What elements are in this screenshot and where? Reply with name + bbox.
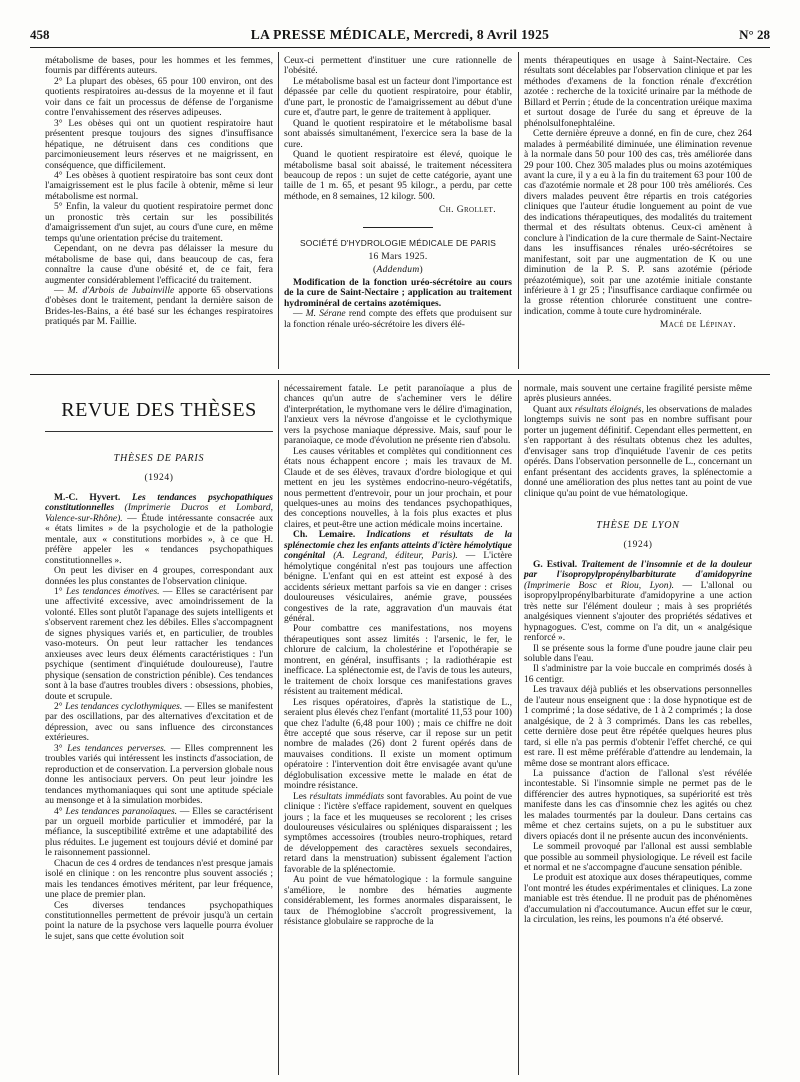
text-run: Les travaux déjà publiés et les observations personnelles de l'auteur nous enseignent que : la dose hypnotique est de 1 comprimé ; la dose sédative, de 1 à 2 comprimés ; la dose analgésique, de 2 à 3 comprimés. Dans les cas rebelles, cette dernière dose peut être répétée quelques heures plus tard, si elle n'a pas permis d'obtenir l'effet cherché, ce qui est rare. Il est même préférable d'attendre au lendemain, la même dose se montrant alors efficace. <box>524 685 752 769</box>
paragraph <box>524 685 752 769</box>
text-run: Ceux-ci permettent d'instituer une cure rationnelle de l'obésité. <box>284 56 512 77</box>
text-run: 4° <box>54 806 66 817</box>
paragraph <box>284 77 512 119</box>
text-run: Il s'administre par la voie buccale en comprimés dosés à 16 centigr. <box>524 664 752 685</box>
text-run: Le sommeil provoqué par l'allonal est aussi semblable que possible au sommeil physiologique. Le réveil est facile et normal et ne s'accompagne d'aucune sensation pénible. <box>524 842 752 874</box>
centered-line <box>284 265 512 275</box>
column-rule <box>518 380 519 1075</box>
text-run: ) <box>419 265 423 276</box>
paragraph <box>45 744 273 807</box>
text-run: nécessairement fatale. Le petit paranoïaque a plus de chances qu'un autre de s'acheminer vers le délire d'interprétation, le mythomane vers le délire d'imagination, l'anxieux vers la névrose d'angoisse et le cyclothymique vers la psychose maniaque dépressive. Mais, sauf pour le paranoïaque, ce mode d'évolution ne présente rien d'absolu. <box>284 384 512 447</box>
italic-text: M. Sérane <box>305 309 346 320</box>
text-run: 2° La plupart des obèses, 65 pour 100 environ, ont des quotients respiratoires au-dessus de la moyenne et il faut voir dans ce fait un processus de défense de l'organisme contre l'envahissement des réserves adipeuses. <box>45 76 273 119</box>
italic-text: Les tendances cyclothymiques. <box>65 701 183 712</box>
paragraph-continued <box>284 384 512 447</box>
paragraph <box>524 129 752 317</box>
text-run: 3° <box>54 743 68 754</box>
text-run: Quand le quotient respiratoire est élevé, quoique le métabolisme basal soit abaissé, le traitement nécessitera beaucoup de repos : un sujet de cette catégorie, ayant une taille de 1 m. 65, et pesant 95 kilogr., a perdu, par cette méthode, en 8 semaines, 12 kilogr. 500. <box>284 150 512 202</box>
column-rule <box>518 52 519 369</box>
text-run: SOCIÉTÉ D'HYDROLOGIE MÉDICALE DE PARIS <box>299 237 497 248</box>
paragraph <box>284 150 512 202</box>
text-run: — Elles comprennent les troubles variés qui intéressent les instincts d'association, de reproduction et de conservation. La perversion globale nous donne les antisociaux pervers. On peut leur joindre les tendances mythomaniaques qui sont une aptitude spéciale au mensonge et à la simulation morbides. <box>45 743 273 807</box>
text-run: 1° <box>54 586 66 597</box>
text-run: La puissance d'action de l'allonal s'est révélée incontestable. Si l'insomnie simple ne permet pas de le différencier des autres hypnotiques, sa supériorité est très manifeste dans les cas d'insomnie chez les agités ou chez les malades tourmentés par la douleur. Dans certains cas même et chez certains sujets, on a pu le substituer aux divers opiacés dont il ne présente aucun des inconvénients. <box>524 768 752 842</box>
paragraph <box>45 171 273 202</box>
top-column-3 <box>524 56 752 331</box>
paragraph <box>284 278 512 309</box>
text-run: — Étude intéressante consacrée aux « états limites » de la psychologie et de la pathologie mentale, aux « constitutions morbides », à ce que H. préfère appeler les « tendances psychopathiques constitutionnelles ». <box>45 513 273 566</box>
bold-text: Ch. Lemaire. <box>293 530 367 541</box>
text-run: ( <box>373 265 377 276</box>
italic-text: résultats immédiats <box>309 791 385 802</box>
text-run: Cependant, on ne devra pas délaisser la mesure du métabolisme de base qui, dans beaucoup de cas, fera connaître la cause d'une obésité et, de ce fait, fera augmenter considérablement l'efficacité du traitement. <box>45 244 273 286</box>
text-run: — Elles se manifestent par des oscillations, par des alternatives d'excitation et de dépression, avec ou sans influence des circonstances extérieures. <box>45 701 273 744</box>
text-run: (1924) <box>144 473 174 484</box>
paragraph <box>284 792 512 876</box>
column-rule <box>278 380 279 1075</box>
paragraph <box>45 587 273 702</box>
paragraph <box>45 244 273 286</box>
text-run: 16 Mars 1925. <box>368 251 428 262</box>
paragraph <box>284 309 512 330</box>
italic-text: Les tendances émotives. <box>65 586 160 597</box>
issue-number: N° 28 <box>739 27 770 42</box>
text-run: Quant aux <box>533 404 575 415</box>
text-run: normale, mais souvent une certaine fragilité persiste même après plusieurs années. <box>524 384 752 405</box>
text-run: Le produit est atoxique aux doses thérapeutiques, comme l'ont montré les études expérimentales et cliniques. La zone maniable est très étendue. Il ne produit pas de phénomènes d'accumulation ni d'accoutumance. Aucun effet sur le cœur, la circulation, les reins, les poumons n'a été observé. <box>524 873 752 926</box>
section-rule <box>30 374 770 375</box>
text-run: — Elles se caractérisent par une affectivité excessive, avec amoindrissement de la volonté. Elles sont plutôt l'apanage des sujets intelligents et s'observent rarement chez les débiles. Elles s'accompagnent de signes physiques variés et, en particulier, de troubles vaso-moteurs. On peut leur rattacher les tendances anxieuses avec leurs deux éléments caractéristiques : l'un psychique (sentiment d'inquiétude douloureuse), l'autre physique (sensation de constriction pénible). Ces tendances sont à la base d'autres troubles divers : obsessions, phobies, doute et scrupule. <box>45 586 274 702</box>
paragraph <box>45 119 273 171</box>
paragraph <box>524 769 752 842</box>
text-run: Pour combattre ces manifestations, nos moyens thérapeutiques sont assez limités : l'arsenic, le fer, le chlorure de calcium, la cholestérine et l'opothérapie se montrent, en général, insuffisants ; la radiothérapie est inefficace. La splénectomie est, de l'avis de tous les auteurs, le traitement de choix lorsque ces manifestations graves résistent au traitement médical. <box>284 624 512 698</box>
paragraph <box>284 875 512 927</box>
text-run: — L'ictère hémolytique congénital n'est pas toujours une affection bénigne. L'enfant qui en est atteint est exposé à des accidents sérieux mettant parfois sa vie en danger : crises douloureuses vésiculaires, anémie grave, poussées congestives de la rate, aggravation d'un mauvais état général. <box>284 551 512 624</box>
header-rule <box>30 47 770 48</box>
paragraph <box>45 202 273 244</box>
paragraph <box>524 873 752 925</box>
paragraph <box>524 405 752 499</box>
bottom-column-1 <box>45 384 273 942</box>
paragraph <box>45 566 273 587</box>
top-column-1 <box>45 56 273 328</box>
text-run: sont favorables. Au point de vue clinique : l'ictère s'efface rapidement, souvent en quelques jours ; la face et les muqueuses se recolorent ; les crises douloureuses vésiculaires ou spléniques disparaissent ; les symptômes accessoires (troubles neuro-trophiques, retard de développement des caractères sexuels secondaires, retard dans la menstruation) subissent également l'action favorable de la splénectomie. <box>284 791 513 875</box>
section-title <box>45 398 273 432</box>
text-run: Au point de vue hématologique : la formule sanguine s'améliore, le nombre des hématies augmente considérablement, les formes anormales disparaissent, le taux de l'hémoglobine s'accroît progressivement, la résistance globulaire se rapproche de la <box>284 875 512 928</box>
text-run: THÈSES DE PARIS <box>113 453 205 464</box>
italic-text: Les tendances perverses. <box>67 743 167 754</box>
text-run: Il se présente sous la forme d'une poudre jaune clair peu soluble dans l'eau. <box>524 643 752 664</box>
paragraph <box>284 624 512 697</box>
year-label <box>524 540 752 550</box>
year-label <box>45 473 273 483</box>
text-run: Les causes véritables et complètes qui conditionnent ces états nous échappent encore ; mais les travaux de M. Claude et de ses élèves, travaux d'ordre biologique et qui mettent en jeu les systèmes endocrino-neuro-végétatifs, nous permettent d'entrevoir, pour un jour prochain, et pour quelques-unes au moins des tendances psychopathiques, des conceptions nouvelles, à la fois plus exactes et plus claires, et peut-être une action médicale moins incertaine. <box>284 446 512 530</box>
paragraph <box>284 698 512 792</box>
column-rule <box>278 52 279 369</box>
text-run: (1924) <box>623 540 653 551</box>
bold-text: Modification de la fonction uréo-sécrétoire au cours de la cure de Saint-Nectaire ; application au traitement hydrominéral de certains azotémiques. <box>284 277 512 309</box>
paragraph-continued <box>45 56 273 77</box>
bottom-column-2 <box>284 384 512 928</box>
text-run: On peut les diviser en 4 groupes, correspondant aux données les plus constantes de l'observation clinique. <box>45 566 273 587</box>
text-run: Ch. Grollet. <box>438 205 496 216</box>
issue-date: Mercredi, 8 Avril 1925 <box>413 27 550 42</box>
paragraph <box>45 286 273 328</box>
text-run: Ces diverses tendances psychopathiques constitutionnelles permettent de prévoir jusqu'à un certain point la nature de la psychose vers laquelle pourra évoluer le sujet, sans que cette évolution soit <box>45 900 273 942</box>
bottom-column-3 <box>524 384 752 926</box>
signature <box>284 205 512 215</box>
text-run: apporte 65 observations d'obèses dont le traitement, pendant la dernière saison de Brides-les-Bains, a été basé sur les échanges respiratoires pratiqués par M. Faillie. <box>45 285 274 328</box>
paragraph <box>45 77 273 119</box>
text-run: Quand le quotient respiratoire et le métabolisme basal sont abaissés simultanément, l'exercice sera la base de la cure. <box>284 118 512 150</box>
italic-text: Les tendances paranoïaques. <box>65 806 178 817</box>
paragraph <box>524 644 752 665</box>
text-run: ments thérapeutiques en usage à Saint-Nectaire. Ces résultats sont décelables par l'observation clinique et par les méthodes d'examens de la fonction rénale d'excrétion azotée : recherche de la toxicité urinaire par la méthode de Billard et Perrin ; étude de la concentration uréique maxima et surtout dosage de l'urée du sang et épreuve de la phénolsulfonephtaléine. <box>524 56 752 129</box>
paragraph <box>284 119 512 150</box>
text-run: Macé de Lépinay. <box>659 320 736 331</box>
paragraph-continued <box>284 56 512 77</box>
text-run: 4° Les obèses à quotient respiratoire bas sont ceux dont l'amaigrissement est le plus facile à obtenir, même si leur métabolisme est normal. <box>45 170 273 202</box>
society-heading <box>284 237 512 249</box>
bold-text: G. Estival. <box>533 559 582 570</box>
thesis-section-heading <box>45 454 273 464</box>
italic-text: (A. Legrand, éditeur, Paris). <box>325 551 458 562</box>
paragraph-continued <box>524 384 752 405</box>
paragraph <box>284 447 512 531</box>
article-title: Les tendances psychopathiques constitutionnelles <box>45 492 273 514</box>
text-run: 3° Les obèses qui ont un quotient respiratoire haut présentent presque toujours des signes d'insuffisance hépatique, ne détruisent dans ces conditions que parcimonieusement leurs réserves et ne maigrissent, en conséquence, que difficilement. <box>45 118 273 171</box>
italic-text: (Imprimerie Bosc et Riou, Lyon). <box>524 580 674 591</box>
text-run: REVUE DES THÈSES <box>61 399 257 421</box>
paragraph <box>45 807 273 859</box>
top-column-2 <box>284 56 512 330</box>
journal-name: LA PRESSE MÉDICALE, <box>250 27 410 42</box>
text-run: — L'allonal ou isopropylpropénylbarbiturate d'amidopyrine a une action très nette sur l'élément douleur ; mais à ses propriétés analgésiques viennent s'ajouter des propriétés sédatives et hypnagogues. C'est, comme on l'a dit, un « analgésique renforcé ». <box>524 580 752 644</box>
text-run: — Elles se caractérisent par un orgueil morbide particulier et immodéré, par la méfiance, la susceptibilité extrême et une adaptabilité des plus réduites. Le jugement est toujours dévié et dominé par le raisonnement passionnel. <box>45 806 273 859</box>
paragraph <box>45 859 273 901</box>
bold-text: M.-C. Hyvert. <box>54 492 132 503</box>
text-run: THÈSE DE LYON <box>596 519 680 531</box>
text-run: métabolisme de bases, pour les hommes et les femmes, fournis par différents auteurs. <box>45 56 273 77</box>
divider <box>363 227 433 228</box>
paragraph <box>524 842 752 873</box>
text-run: rend compte des effets que produisent sur la fonction rénale uréo-sécrétoire les divers élé- <box>284 309 512 330</box>
text-run: Chacun de ces 4 ordres de tendances n'est presque jamais isolé en clinique : on les rencontre plus souvent associés ; mais les tendances émotives méritent, par leur fréquence, une place de premier plan. <box>45 858 273 901</box>
text-run: 5° Enfin, la valeur du quotient respiratoire permet donc un pronostic très certain sur les possibilités d'amaigrissement d'un sujet, au cours d'une cure, en même temps qu'une orientation précise du traitement. <box>45 202 273 244</box>
article-title: Traitement de l'insomnie et de la douleur par l'isopropylpropénylbarbiturate d'amidopyrine <box>524 559 752 581</box>
text-run: Les <box>293 791 310 802</box>
article-title: Indications et résultats de la splénectomie chez les enfants atteints d'ictère hémolytique congénital <box>284 530 512 562</box>
paragraph <box>45 493 273 566</box>
paragraph <box>524 560 752 644</box>
text-run: — <box>54 285 68 296</box>
text-run: Le métabolisme basal est un facteur dont l'importance est dépassée par celle du quotient respiratoire, pour établir, d'une part, le pronostic de l'amaigrissement au début d'une cure et, d'autre part, le genre de traitement à appliquer. <box>284 76 512 119</box>
italic-text: résultats éloignés <box>574 404 642 415</box>
thesis-section-heading <box>524 521 752 531</box>
paragraph <box>524 664 752 685</box>
paragraph <box>45 901 273 943</box>
italic-text: M. d'Arbois de Jubainville <box>67 285 175 296</box>
page-number: 458 <box>30 27 50 42</box>
paragraph <box>284 530 512 624</box>
paragraph-continued <box>524 56 752 129</box>
text-run: — <box>293 309 306 320</box>
text-run: Les risques opératoires, d'après la statistique de L., seraient plus élevés chez l'enfant (mortalité 11,53 pour 100) que chez l'adulte (6,48 pour 100) ; mais ce chiffre ne doit être accepté que sous réserve, car il repose sur un petit nombre de malades (26) dont 2 furent opérés dans de mauvaises conditions. Il existe un moment optimum opératoire : l'intervention doit être envisagée avant qu'une déglobulisation excessive mette le malade en état de moindre résistance. <box>284 697 512 792</box>
text-run: Cette dernière épreuve a donné, en fin de cure, chez 264 malades à perméabilité diminuée, une élimination revenue à la normale dans 50 pour 100 des cas, très améliorée dans 29 pour 100. Chez 305 malades plus ou moins azotémiques avant la cure, il y a eu à la fin du traitement 63 pour 100 de cas d'azotémie normale et 28 pour 100 très améliorés. Ces divers malades peuvent être répartis en trois catégories cliniques que l'auteur étudie longuement au point de vue des indications thérapeutiques, des modalités du traitement thermal et des résultats obtenus. Ceux-ci amènent à conclure à l'indication de la cure thermale de Saint-Nectaire dans les insuffisances rénales uréo-sécrétoires se manifestant, soit par une augmentation de K ou une diminution de la P. S. P. sans azotémie (période préazotémique), soit par une azotémie initiale constante inférieure à 1 gr 25 ; l'insuffisance cardiaque confirmée ou la grosse rétention chlorurée constituent une contre-indication, comme à toute cure hydrominérale. <box>524 129 752 317</box>
signature <box>524 320 752 330</box>
paragraph <box>45 702 273 744</box>
journal-title <box>0 27 800 43</box>
italic-text: Addendum <box>376 265 420 276</box>
text-run: 2° <box>54 701 66 712</box>
italic-text: (Imprimerie Ducros et Lombard, Valence-sur-Rhône). <box>45 503 273 524</box>
centered-line <box>284 252 512 262</box>
text-run: , les observations de malades longtemps suivis ne sont pas en nombre suffisant pour porter un jugement définitif. Cependant elles permettent, en s'en rapportant à des résultats obtenus chez les adultes, d'envisager sans trop d'inquiétude l'avenir de ces petits opérés. Dans l'observation personnelle de L., concernant un enfant présentant des accidents graves, la splénectomie a donné une amélioration des plus nettes tant au point de vue clinique qu'au point de vue hématologique. <box>524 404 752 499</box>
